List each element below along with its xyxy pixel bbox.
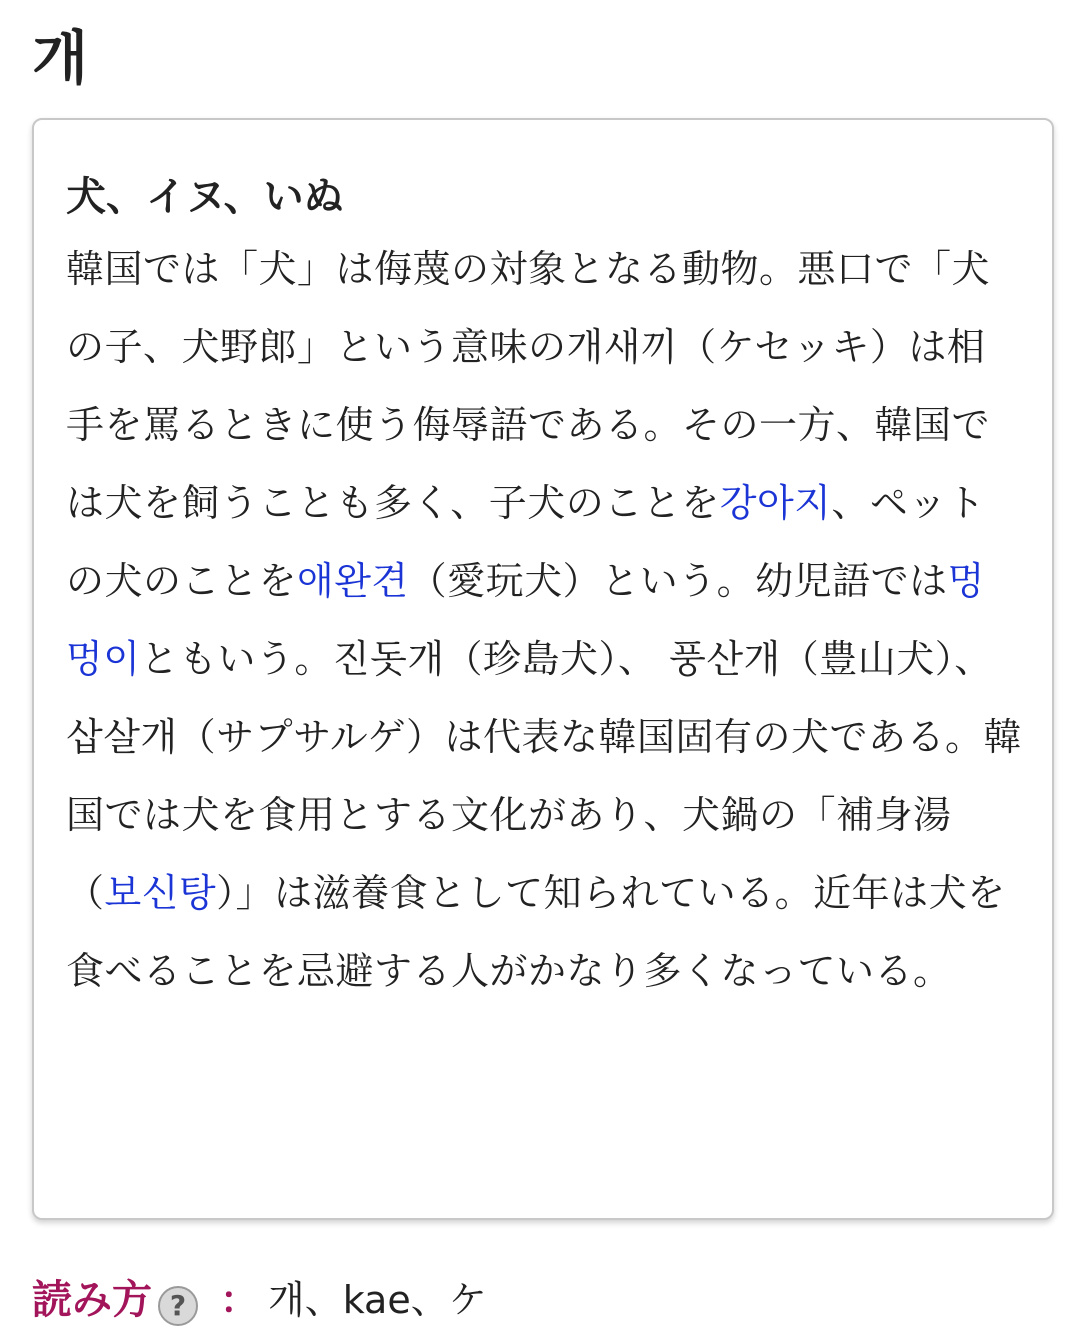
link-meongmeongi[interactable]: 멍멍이 — [66, 559, 985, 681]
reading-value: 개、kae、ケ — [268, 1278, 487, 1322]
definition-text-part: 韓国では「犬」は侮蔑の対象となる動物。悪口で「犬の子、犬野郎」という意味の개새끼（ケセッキ）は相手を罵るときに使う侮辱語である。その一方、韓国では犬を飼うことも多く、子犬のことを — [66, 247, 991, 525]
link-bosintang[interactable]: 보신탕 — [104, 871, 217, 915]
definition-card — [32, 118, 1054, 1220]
definition-text-part: ）」は滋養食として知られている。近年は犬を食べることを忌避する人がかなり多くなっている。 — [66, 871, 1006, 993]
link-aewangyeon[interactable]: 애완견 — [297, 559, 409, 603]
definition-text — [66, 230, 1022, 1010]
definition-text-part: ともいう。진돗개（珍島犬）、 풍산개（豊山犬）、삽살개（サプサルゲ）は代表な韓国固有の犬である。韓国では犬を食用とする文化があり、犬鍋の「補身湯（ — [66, 637, 1022, 915]
entry-headword: 개 — [32, 24, 89, 92]
help-icon[interactable]: ? — [158, 1286, 198, 1326]
definition-title: 犬、イヌ、いぬ — [66, 174, 344, 220]
definition-text-part: 、ペットの犬のことを — [66, 481, 986, 603]
reading-row — [32, 1268, 487, 1332]
definition-text-part: （愛玩犬）という。幼児語では — [408, 559, 948, 603]
reading-colon: ： — [220, 1278, 259, 1322]
link-gangaji[interactable]: 강아지 — [719, 481, 832, 525]
reading-label: 読み方 — [32, 1277, 152, 1323]
